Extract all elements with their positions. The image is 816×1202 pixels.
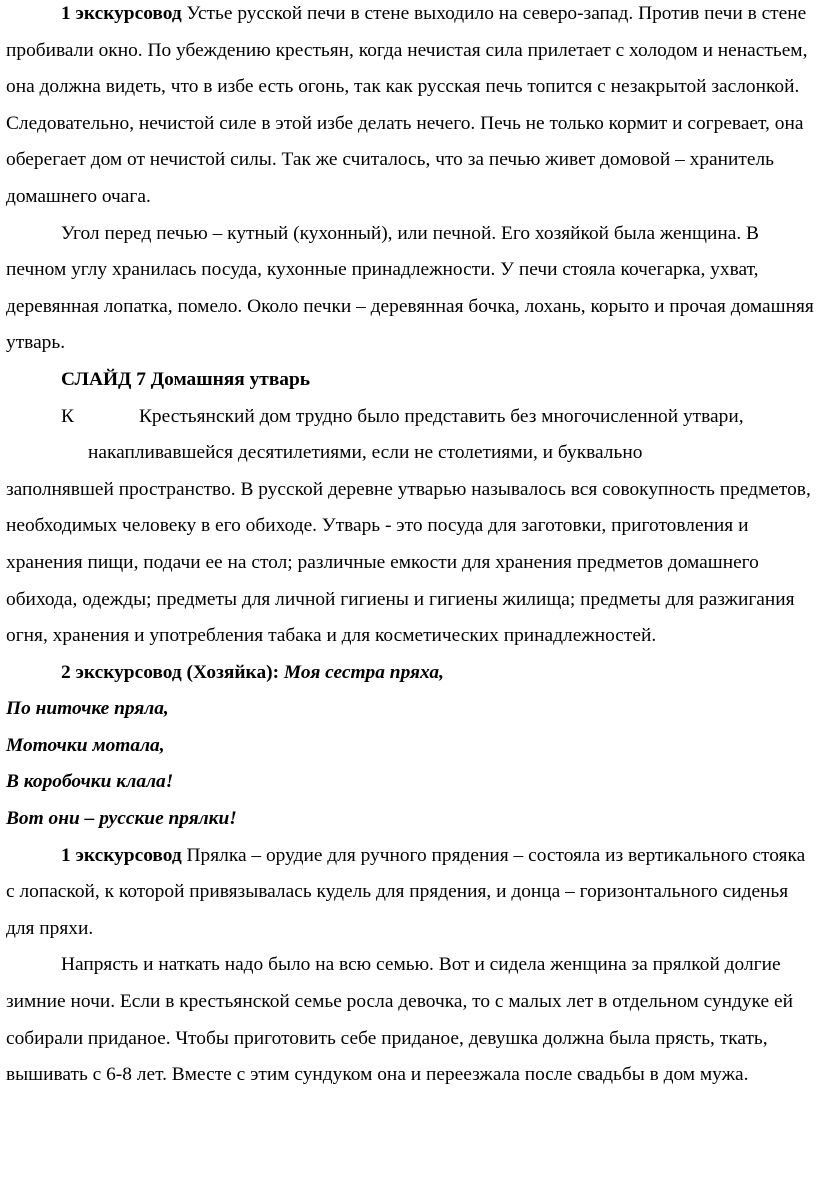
paragraph-text: Угол перед печью – кутный (кухонный), или печной. Его хозяйкой была женщина. В печном углу хранилась посуда, кухонные принадлежности. У печи стояла кочегарка, ухват, деревянная лопатка, помело. Около печки – деревянная бочка, лохань, корыто и прочая домашняя утварь. [6, 222, 814, 354]
paragraph-text: Напрясть и наткать надо было на всю семью. Вот и сидела женщина за прялкой долгие зимние ночи. Если в крестьянской семье росла девочка, то с малых лет в отдельном сундуке ей собирали приданое. Чтобы приготовить себе приданое, девушка должна была прясть, ткать, вышивать с 6-8 лет. Вместе с этим сундуком она и переезжала после свадьбы в дом мужа. [6, 954, 793, 1086]
paragraph-text: Прялка – орудие для ручного прядения – состояла из вертикального стояка с лопаской, к которой привязывалась кудель для прядения, и донца – горизонтального сиденья для пряхи. [6, 844, 806, 939]
paragraph-utensils [6, 399, 814, 655]
paragraph-text: заполнявшей пространство. В русской деревне утварью называлось вся совокупность предметов, необходимых человеку в его обиходе. Утварь - это посуда для заготовки, приготовления и хранения пищи, подачи ее на стол; различные емкости для хранения предметов домашнего обихода, одежды; предметы для личной гигиены и гигиены жилища; предметы для разжигания огня, хранения и употребления табака и для косметических принадлежностей. [6, 478, 811, 647]
paragraph-first-line: Крестьянский дом трудно было представить без многочисленной утвари, [139, 405, 744, 427]
paragraph-dowry [6, 947, 814, 1093]
poem-line: Моточки мотала, [6, 734, 165, 756]
speaker-label: 1 экскурсовод [61, 3, 182, 24]
poem-line: Вот они – русские прялки! [6, 808, 237, 830]
document-page [6, 0, 814, 1094]
paragraph-second-line: накапливавшейся десятилетиями, если не столетиями, и буквально [88, 442, 643, 464]
speaker-label: 2 экскурсовод (Хозяйка): [61, 661, 280, 683]
poem-line: Моя сестра пряха, [279, 661, 444, 683]
drop-letter: К [61, 405, 74, 427]
paragraph-text: Устье русской печи в стене выходило на северо-запад. Против печи в стене пробивали окно. По убеждению крестьян, когда нечистая сила прилетает с холодом и ненастьем, она должна видеть, что в избе есть огонь, так как русская печь топится с незакрытой заслонкой. Следовательно, нечистой силе в этой избе делать нечего. Печь не только кормит и согревает, она оберегает дом от нечистой силы. Так же считалось, что за печью живет домовой – хранитель домашнего очага. [6, 3, 808, 207]
slide-heading: СЛАЙД 7 Домашняя утварь [61, 368, 311, 390]
poem-line: В коробочки клала! [6, 771, 174, 793]
poem-line: По ниточке пряла, [6, 698, 169, 720]
paragraph-kutny-corner [6, 216, 814, 362]
paragraph-spinning-wheel [6, 838, 814, 948]
speaker-label: 1 экскурсовод [61, 844, 182, 866]
drop-letter-line [6, 399, 814, 436]
paragraph-oven [6, 0, 814, 216]
paragraph-poem-intro [6, 655, 814, 692]
